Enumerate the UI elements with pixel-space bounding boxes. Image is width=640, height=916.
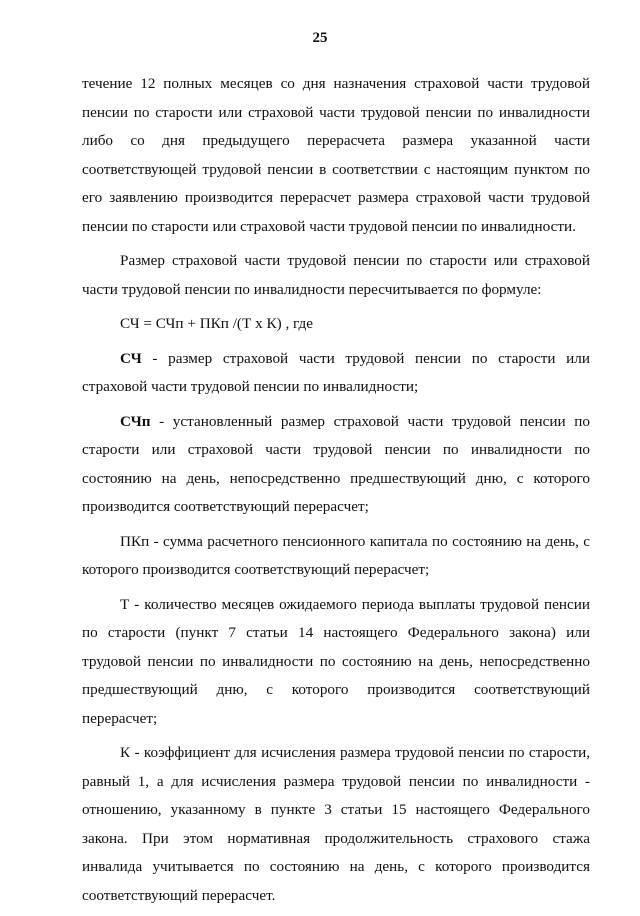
document-body <box>82 70 590 916</box>
paragraph-formula-intro: Размер страховой части трудовой пенсии по старости или страховой части трудовой пенсии по инвалидности пересчитывается по формуле: <box>82 252 590 298</box>
paragraph-continuation: течение 12 полных месяцев со дня назначения страховой части трудовой пенсии по старости или страховой части трудовой пенсии по инвалидности либо со дня предыдущего перерасчета размера указанной части соответствующей трудовой пенсии в соответствии с настоящим пунктом по его заявлению производится перерасчет размера страховой части трудовой пенсии по старости или страховой части трудовой пенсии по инвалидности. <box>82 75 590 235</box>
definition-schp-text: - установленный размер страховой части трудовой пенсии по старости или страховой части трудовой пенсии по инвалидности по состоянию на день, непосредственно предшествующий дню, с которого производится соответствующий перерасчет; <box>82 412 590 515</box>
definition-t: Т - количество месяцев ожидаемого периода выплаты трудовой пенсии по старости (пункт 7 статьи 14 настоящего Федерального закона) или трудовой пенсии по инвалидности по состоянию на день, непосредственно предшествующий дню, с которого производится соответствующий перерасчет; <box>82 595 590 727</box>
definition-schp <box>82 408 590 522</box>
term-sch: СЧ <box>120 349 142 367</box>
definition-sch <box>82 345 590 402</box>
formula-line: СЧ = СЧп + ПКп /(Т х К) , где <box>120 315 313 332</box>
page-number: 25 <box>312 30 328 46</box>
definition-pkp: ПКп - сумма расчетного пенсионного капитала по состоянию на день, с которого производится соответствующий перерасчет; <box>82 532 590 578</box>
definition-sch-text: - размер страховой части трудовой пенсии по старости или страховой части трудовой пенсии по инвалидности; <box>82 349 590 395</box>
term-schp: СЧп <box>120 412 151 430</box>
definition-k: К - коэффициент для исчисления размера трудовой пенсии по старости, равный 1, а для исчисления размера трудовой пенсии по инвалидности - отношению, указанному в пункте 3 статьи 15 настоящего Федерального закона. При этом нормативная продолжительность страхового стажа инвалида учитывается по состоянию на день, с которого производится соответствующий перерасчет. <box>82 744 590 904</box>
